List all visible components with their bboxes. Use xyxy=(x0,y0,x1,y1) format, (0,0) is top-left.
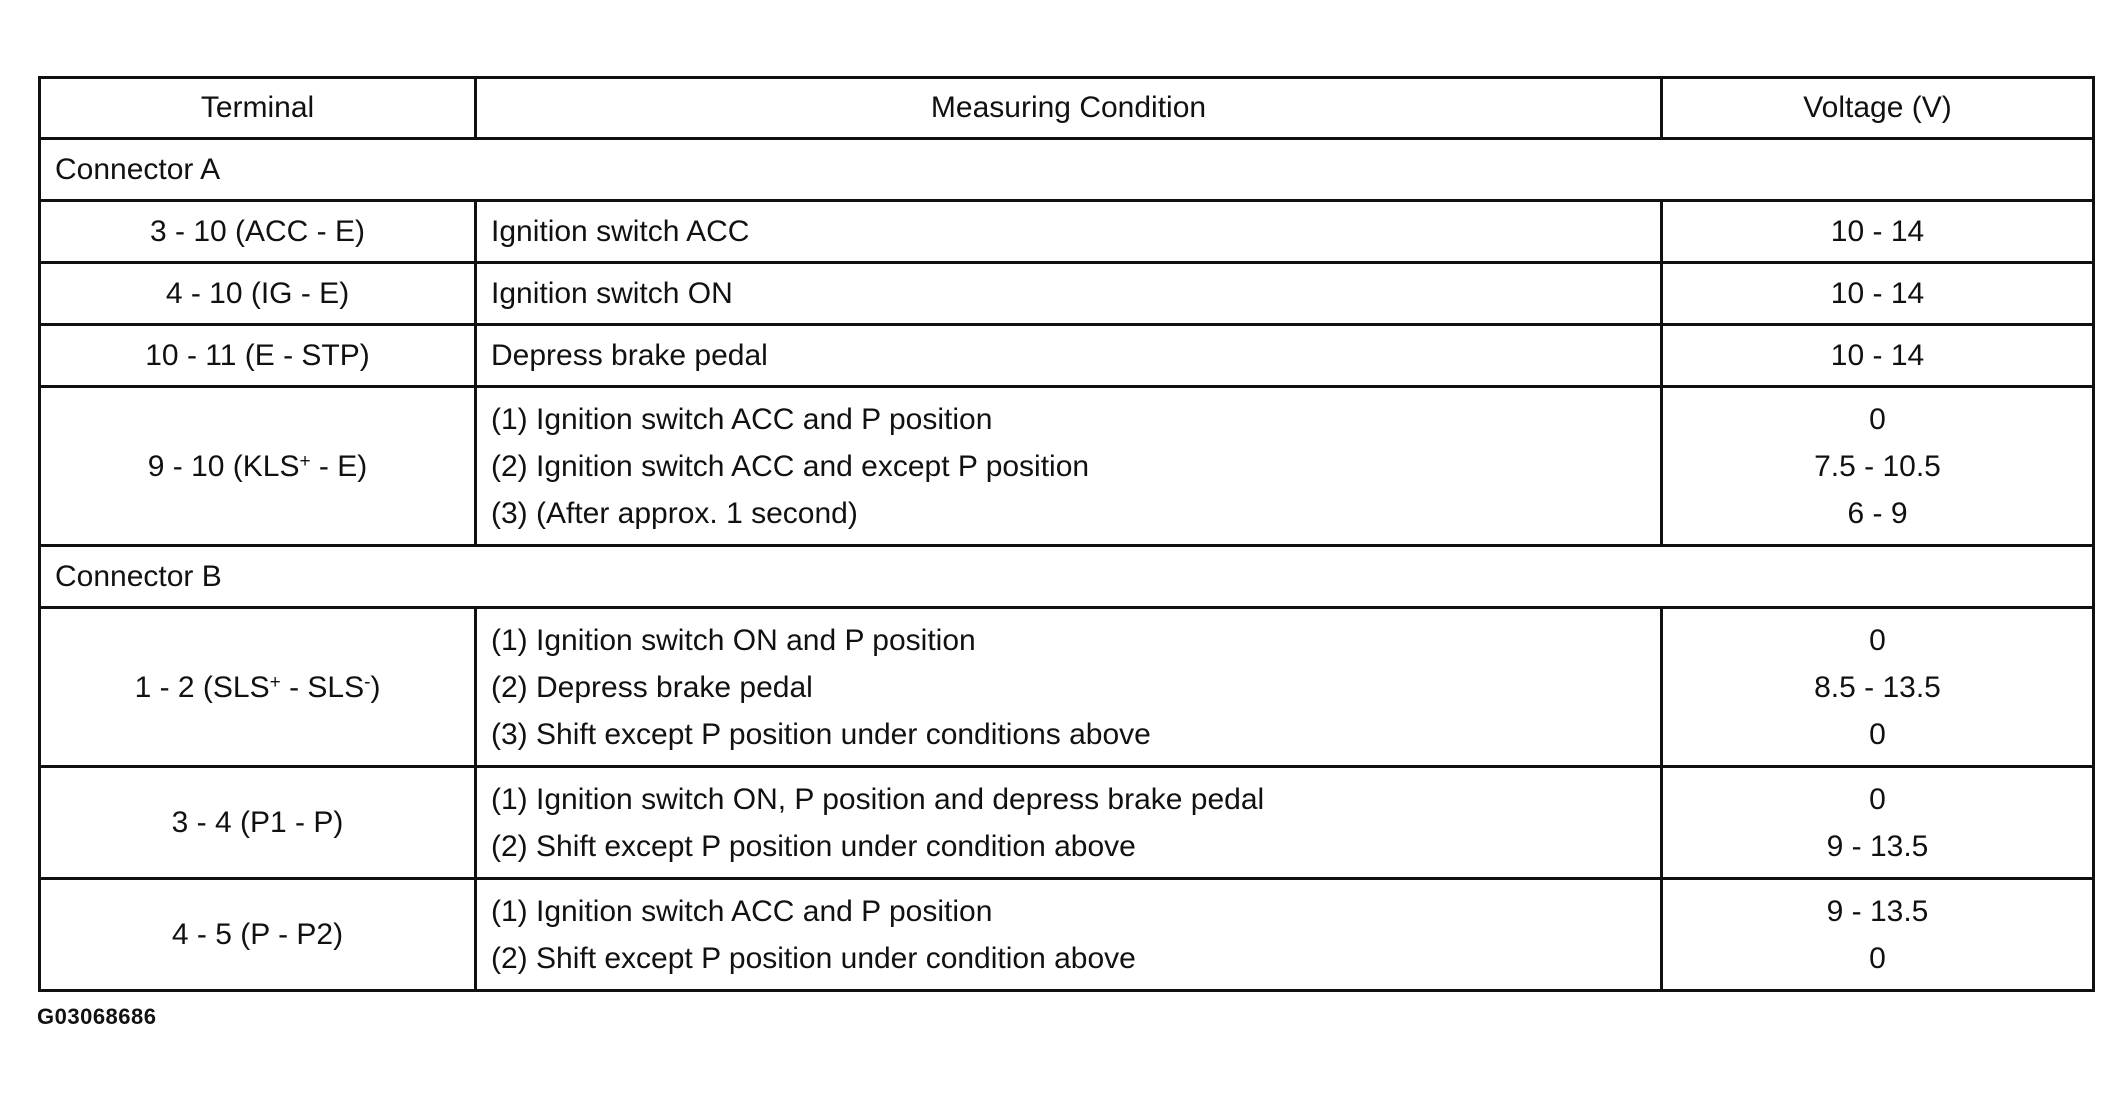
terminal-cell xyxy=(40,263,476,325)
table-row xyxy=(40,767,2094,879)
condition-line: (1) Ignition switch ACC and P position xyxy=(491,402,993,436)
condition-line: Ignition switch ON xyxy=(491,277,733,310)
voltage-value: 10 - 14 xyxy=(1830,215,1925,248)
condition-cell xyxy=(476,767,1662,879)
table-row xyxy=(40,263,2094,325)
voltage-value: 7.5 - 10.5 xyxy=(1814,449,1941,483)
voltage-value: 0 xyxy=(1869,402,1886,436)
terminal-label: 4 - 5 (P - P2) xyxy=(171,918,344,951)
voltage-value: 10 - 14 xyxy=(1830,277,1925,310)
table-row xyxy=(40,879,2094,991)
condition-line: Depress brake pedal xyxy=(491,339,768,372)
terminal-label: 3 - 4 (P1 - P) xyxy=(171,806,344,839)
voltage-value: 6 - 9 xyxy=(1847,496,1908,530)
table-row xyxy=(40,201,2094,263)
condition-cell xyxy=(476,608,1662,767)
terminal-cell xyxy=(40,767,476,879)
table-row xyxy=(40,325,2094,387)
voltage-cell xyxy=(1662,879,2094,991)
terminal-label: 10 - 11 (E - STP) xyxy=(145,339,370,372)
superscript-minus: - xyxy=(364,671,371,693)
condition-line: (1) Ignition switch ACC and P position xyxy=(491,894,993,928)
voltage-value: 10 - 14 xyxy=(1830,339,1925,372)
voltage-cell xyxy=(1662,608,2094,767)
terminal-cell xyxy=(40,201,476,263)
condition-cell xyxy=(476,201,1662,263)
voltage-value: 0 xyxy=(1869,782,1886,816)
voltage-value: 0 xyxy=(1869,717,1886,751)
condition-line: (1) Ignition switch ON, P position and depress brake pedal xyxy=(491,782,1265,816)
superscript-plus: + xyxy=(299,450,311,472)
table-row xyxy=(40,608,2094,767)
terminal-cell xyxy=(40,325,476,387)
header-row xyxy=(40,78,2094,139)
voltage-cell xyxy=(1662,263,2094,325)
terminal-voltage-table xyxy=(38,76,2095,992)
condition-line: (3) (After approx. 1 second) xyxy=(491,496,858,530)
figure-id: G03068686 xyxy=(37,1004,157,1029)
condition-cell xyxy=(476,263,1662,325)
header-terminal: Terminal xyxy=(40,78,476,139)
voltage-value: 0 xyxy=(1869,623,1886,657)
superscript-plus: + xyxy=(269,671,281,693)
voltage-value: 9 - 13.5 xyxy=(1826,829,1929,863)
condition-line: (2) Shift except P position under condition above xyxy=(491,941,1136,975)
voltage-value: 0 xyxy=(1869,941,1886,975)
table-row xyxy=(40,387,2094,546)
condition-line: (2) Shift except P position under condition above xyxy=(491,829,1136,863)
section-row-connector-b xyxy=(40,546,2094,608)
header-voltage: Voltage (V) xyxy=(1662,78,2094,139)
voltage-cell xyxy=(1662,201,2094,263)
condition-line: Ignition switch ACC xyxy=(491,215,750,248)
terminal-cell xyxy=(40,879,476,991)
terminal-cell xyxy=(40,608,476,767)
header-measuring-condition: Measuring Condition xyxy=(476,78,1662,139)
terminal-cell xyxy=(40,387,476,546)
condition-line: (1) Ignition switch ON and P position xyxy=(491,623,976,657)
condition-cell xyxy=(476,387,1662,546)
section-row-connector-a xyxy=(40,139,2094,201)
terminal-label: 3 - 10 (ACC - E) xyxy=(149,215,366,248)
voltage-value: 8.5 - 13.5 xyxy=(1814,670,1941,704)
condition-cell xyxy=(476,879,1662,991)
voltage-cell xyxy=(1662,387,2094,546)
condition-line: (2) Ignition switch ACC and except P position xyxy=(491,449,1090,483)
voltage-cell xyxy=(1662,325,2094,387)
voltage-cell xyxy=(1662,767,2094,879)
condition-line: (3) Shift except P position under conditions above xyxy=(491,717,1151,751)
voltage-value: 9 - 13.5 xyxy=(1826,894,1929,928)
terminal-label: 9 - 10 (KLS+ - E) xyxy=(147,449,368,483)
terminal-label: 1 - 2 (SLS+ - SLS-) xyxy=(134,670,381,704)
terminal-label: 4 - 10 (IG - E) xyxy=(165,277,350,310)
condition-line: (2) Depress brake pedal xyxy=(491,670,813,704)
condition-cell xyxy=(476,325,1662,387)
section-title: Connector B xyxy=(40,546,2094,608)
section-title: Connector A xyxy=(40,139,2094,201)
